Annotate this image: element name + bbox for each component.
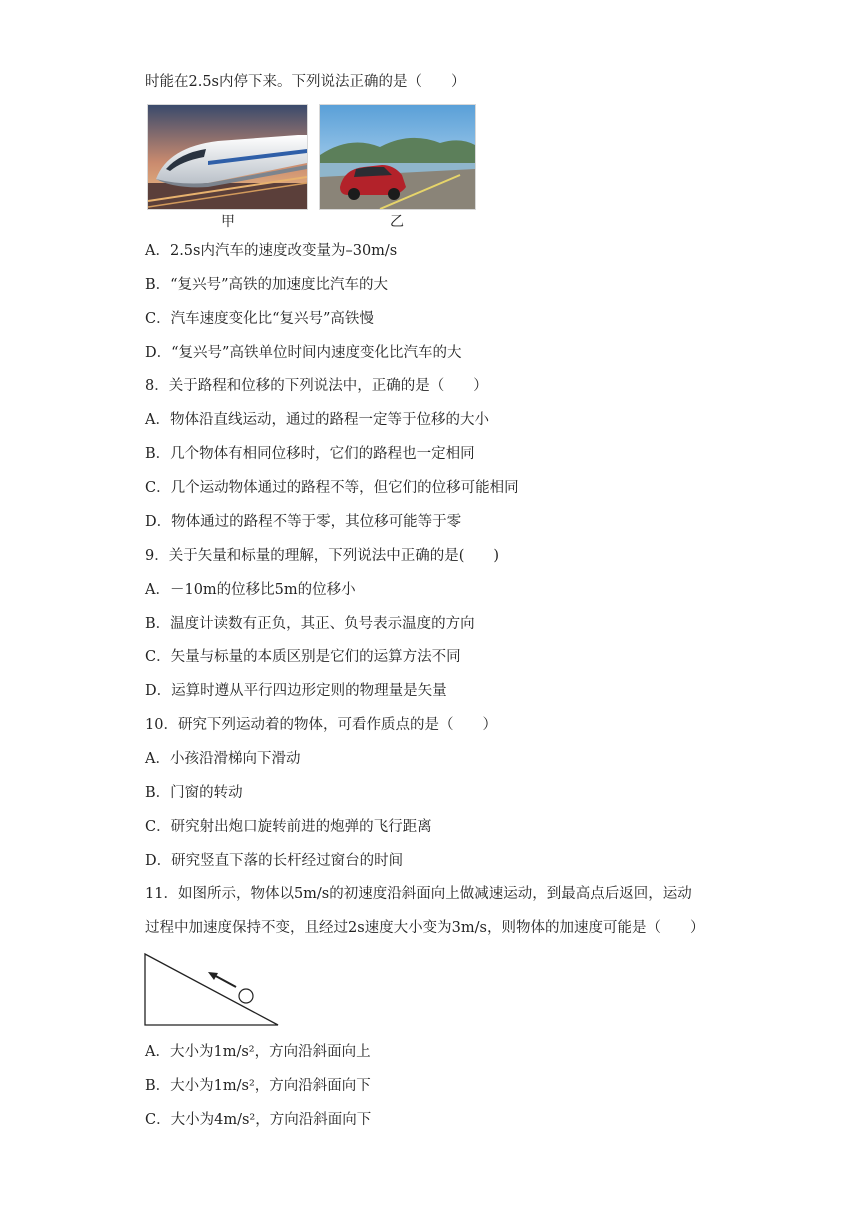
question-11-option-a: A．大小为1m/s²，方向沿斜面向上 <box>145 1044 371 1060</box>
caption-yi: 乙 <box>390 214 404 230</box>
question-11-stem-line-2: 过程中加速度保持不变，且经过2s速度大小变为3m/s，则物体的加速度可能是（ ） <box>145 920 705 936</box>
red-car-photo <box>319 104 476 210</box>
high-speed-train-photo <box>147 104 308 210</box>
question-8-option-a: A．物体沿直线运动，通过的路程一定等于位移的大小 <box>145 412 489 428</box>
question-9-option-b: B．温度计读数有正负，其正、负号表示温度的方向 <box>145 616 475 632</box>
question-7-option-a: A．2.5s内汽车的速度改变量为–30m/s <box>145 243 398 259</box>
question-10-option-b: B．门窗的转动 <box>145 785 243 801</box>
question-8-option-b: B．几个物体有相同位移时，它们的路程也一定相同 <box>145 446 475 462</box>
question-9-option-c: C．矢量与标量的本质区别是它们的运算方法不同 <box>145 649 461 665</box>
question-9-option-a: A．－10m的位移比5m的位移小 <box>145 582 356 598</box>
caption-jia: 甲 <box>221 214 235 230</box>
question-10-option-a: A．小孩沿滑梯向下滑动 <box>145 751 301 767</box>
question-7-option-d: D．“复兴号”高铁单位时间内速度变化比汽车的大 <box>145 345 462 361</box>
block-ball <box>239 989 253 1003</box>
question-7-stem-continuation: 时能在2.5s内停下来。下列说法正确的是（ ） <box>145 74 466 90</box>
question-10-stem: 10．研究下列运动着的物体，可看作质点的是（ ） <box>145 717 497 733</box>
question-11-stem-line-1: 11．如图所示，物体以5m/s的初速度沿斜面向上做减速运动，到最高点后返回，运动 <box>145 886 692 902</box>
question-8-option-c: C．几个运动物体通过的路程不等，但它们的位移可能相同 <box>145 480 519 496</box>
question-10-option-c: C．研究射出炮口旋转前进的炮弹的飞行距离 <box>145 819 432 835</box>
question-10-option-d: D．研究竖直下落的长杆经过窗台的时间 <box>145 853 404 869</box>
question-11-option-c: C．大小为4m/s²，方向沿斜面向下 <box>145 1112 372 1128</box>
question-7-option-b: B．“复兴号”高铁的加速度比汽车的大 <box>145 277 388 293</box>
question-9-option-d: D．运算时遵从平行四边形定则的物理量是矢量 <box>145 683 447 699</box>
question-8-option-d: D．物体通过的路程不等于零，其位移可能等于零 <box>145 514 462 530</box>
question-11-option-b: B．大小为1m/s²，方向沿斜面向下 <box>145 1078 371 1094</box>
incline-diagram <box>140 950 285 1030</box>
question-9-stem: 9．关于矢量和标量的理解，下列说法中正确的是( ) <box>145 548 500 564</box>
question-7-option-c: C．汽车速度变化比“复兴号”高铁慢 <box>145 311 374 327</box>
question-8-stem: 8．关于路程和位移的下列说法中，正确的是（ ） <box>145 378 488 394</box>
